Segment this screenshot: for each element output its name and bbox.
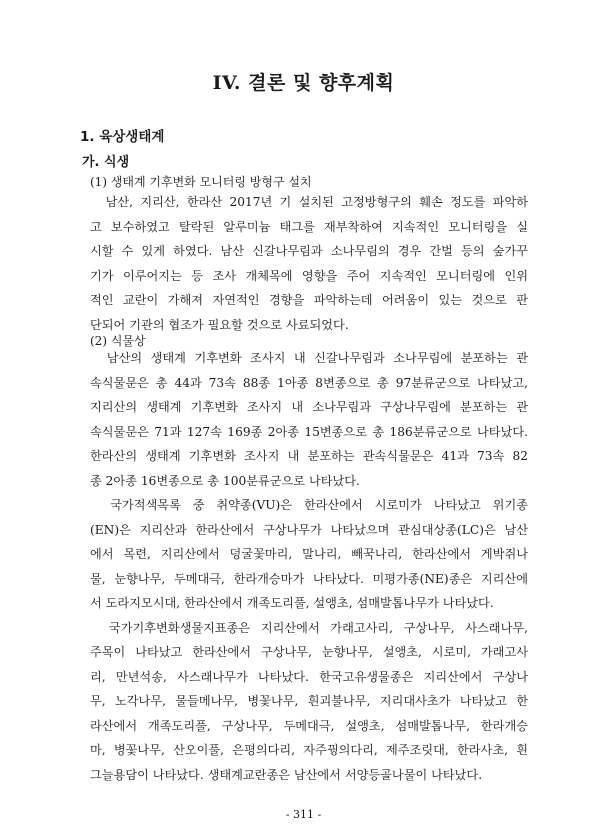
chapter-title: IV. 결론 및 향후계획	[212, 72, 395, 94]
text-line: 물, 눈향나무, 두메대극, 한라개승마가 나타났다. 미평가종(NE)종은 지리산에	[90, 571, 528, 586]
text-line: (EN)은 지리산과 한라산에서 구상나무가 나타났으며 관심대상종(LC)은 남산	[90, 522, 528, 537]
text-line: 에서 목련, 지리산에서 덩굴꽃마리, 말나리, 빼꾹나리, 한라산에서 게박쥐나	[90, 547, 528, 561]
text-line: 고 보수하였고 탈락된 알루미늄 태그를 재부착하여 지속적인 모니터링을 실	[90, 219, 528, 234]
subsection-heading: 가. 식생	[82, 155, 130, 170]
text-line: 종 2아종 16변종으로 총 100분류군으로 나타났다.	[90, 473, 360, 488]
paragraph-quadrat	[90, 190, 528, 337]
text-line: 무, 노각나무, 물들메나무, 병꽃나무, 흰괴불나무, 지리대사초가 나타났고 한	[90, 694, 528, 708]
text-line: 국가적색목록 중 취약종(VU)은 한라산에서 시로미가 나타났고 위기종	[90, 498, 528, 512]
section-heading: 1. 육상생태계	[80, 129, 165, 145]
text-line: 마, 병꽃나무, 산오이풀, 은평의다리, 자주꿩의다리, 제주조릿대, 한라사초, 흰	[90, 743, 528, 757]
text-line: 주목이 나타났고 한라산에서 구상나무, 눈향나무, 설앵초, 시로미, 가래고사	[90, 645, 528, 659]
page-number: - 311 -	[285, 808, 322, 821]
text-line: 지리산의 생태계 기후변화 조사지 내 소나무림과 구상나무림에 분포하는 관	[90, 400, 528, 414]
text-line: 속식물문은 총 44과 73속 88종 1아종 8변종으로 총 97분류군으로 나타났고,	[90, 375, 528, 390]
text-line: 국가기후변화생물지표종은 지리산에서 가래고사리, 구상나무, 사스래나무,	[90, 620, 528, 635]
text-line: 기가 이루어지는 등 조사 개체목에 영향을 주어 지속적인 모니터링에 인위	[90, 268, 528, 283]
text-line: 리, 만년석송, 사스래나무가 나타났다. 한국고유생물종은 지리산에서 구상나	[90, 669, 528, 684]
item-heading-flora: (2) 식물상	[90, 334, 146, 348]
text-line: 시할 수 있게 하였다. 남산 신갈나무림과 소나무림의 경우 간벌 등의 숲가꾸	[90, 244, 528, 258]
text-line: 서 도라지모시대, 한라산에서 개족도리풀, 설앵초, 섬매발톱나무가 나타났다.	[90, 596, 494, 610]
text-line: 단되어 기관의 협조가 필요할 것으로 사료되었다.	[90, 317, 349, 332]
text-line: 라산에서 개족도리풀, 구상나무, 두메대극, 설앵초, 섬매발톱나무, 한라개승	[90, 718, 528, 733]
text-line: 남산, 지리산, 한라산 2017년 기 설치된 고정방형구의 훼손 정도를 파악하	[90, 195, 528, 209]
text-line: 그늘용담이 나타났다. 생태계교란종은 남산에서 서양등골나물이 나타났다.	[90, 767, 483, 782]
text-line: 남산의 생태계 기후변화 조사지 내 신갈나무림과 소나무림에 분포하는 관	[90, 351, 528, 365]
text-line: 적인 교란이 가해져 자연적인 경향을 파악하는데 어려움이 있는 것으로 판	[90, 293, 528, 307]
item-heading-quadrat: (1) 생태계 기후변화 모니터링 방형구 설치	[90, 175, 312, 189]
text-line: 속식물문은 71과 127속 169종 2아종 15변종으로 총 186분류군으로 나타났다.	[90, 424, 528, 439]
paragraph-flora	[90, 346, 528, 787]
text-line: 한라산의 생태계 기후변화 조사지 내 분포하는 관속식물문은 41과 73속 82	[90, 449, 528, 463]
